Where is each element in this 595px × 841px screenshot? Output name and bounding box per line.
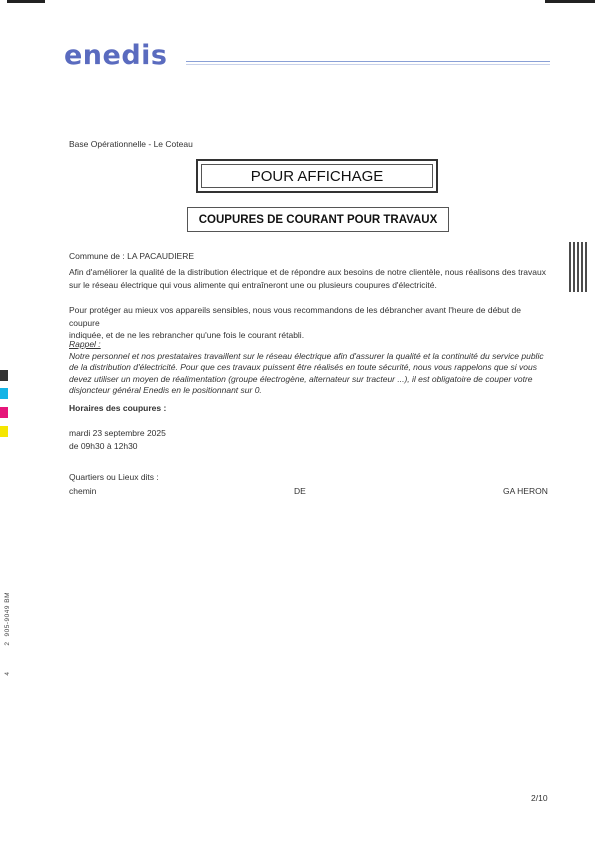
swatch-yellow: [0, 426, 8, 437]
advice-line-1: Pour protéger au mieux vos appareils sensibles, nous vous recommandons de les débrancher avant l'heure de début de coupure: [69, 305, 521, 328]
header-rule: [186, 61, 550, 62]
datamatrix-code: [569, 242, 587, 292]
swatch-magenta: [0, 407, 8, 418]
horaires-label: Horaires des coupures :: [69, 403, 167, 413]
rappel-line-1: Notre personnel et nos prestataires travaillent sur le réseau électrique afin d'assurer la qualité et la continuité du service public: [69, 350, 544, 361]
intro-line-1: Afin d'améliorer la qualité de la distribution électrique et de répondre aux besoins de notre clientèle, nous réalisons des travaux: [69, 267, 546, 277]
enedis-logo: enedis: [64, 40, 168, 71]
subtitle-box: [187, 207, 449, 232]
page-subtitle: COUPURES DE COURANT POUR TRAVAUX: [198, 213, 438, 226]
side-reference-code-2: 2: [4, 642, 11, 646]
title-box: [196, 159, 438, 193]
rappel-line-3: devez utiliser un moyen de réalimentation (groupe électrogène, alternateur sur tracteur ...), il est obligatoire de couper votre: [69, 373, 533, 384]
place-type: chemin: [69, 486, 97, 496]
intro-line-2: sur le réseau électrique qui vous alimente qui entraîneront une ou plusieurs coupures d'électricité.: [69, 279, 437, 290]
quartiers-label: Quartiers ou Lieux dits :: [69, 472, 159, 482]
advice-paragraph: [69, 304, 549, 342]
side-reference-code: 905-9049 BM: [4, 592, 11, 637]
swatch-black: [0, 370, 8, 381]
rappel-paragraph: [69, 339, 549, 397]
rappel-label: Rappel :: [69, 339, 101, 349]
header-rule-secondary: [186, 64, 550, 65]
page-number: 2/10: [531, 793, 548, 803]
base-operationnelle: Base Opérationnelle - Le Coteau: [69, 139, 193, 149]
advice-line-2: indiquée, et de ne les rebrancher qu'une fois le courant rétabli.: [69, 330, 305, 340]
scan-bar-left: [7, 0, 45, 3]
rappel-line-4: disjoncteur général Enedis en le positionnant sur 0.: [69, 385, 262, 395]
coupure-date: mardi 23 septembre 2025: [69, 428, 166, 438]
intro-paragraph: [69, 266, 549, 291]
commune-line: Commune de : LA PACAUDIERE: [69, 251, 195, 261]
side-reference-code-3: 4: [4, 672, 11, 676]
rappel-line-2: de la distribution d'électricité. Pour que ces travaux puissent être réalisés en toute sécurité, nous vous rappelons que si vous: [69, 362, 537, 372]
scan-bar-right: [545, 0, 595, 3]
place-name: GA HERON: [503, 486, 548, 496]
swatch-cyan: [0, 388, 8, 399]
coupure-time: de 09h30 à 12h30: [69, 441, 138, 451]
place-particle: DE: [294, 486, 306, 496]
page-title: POUR AFFICHAGE: [201, 164, 433, 188]
